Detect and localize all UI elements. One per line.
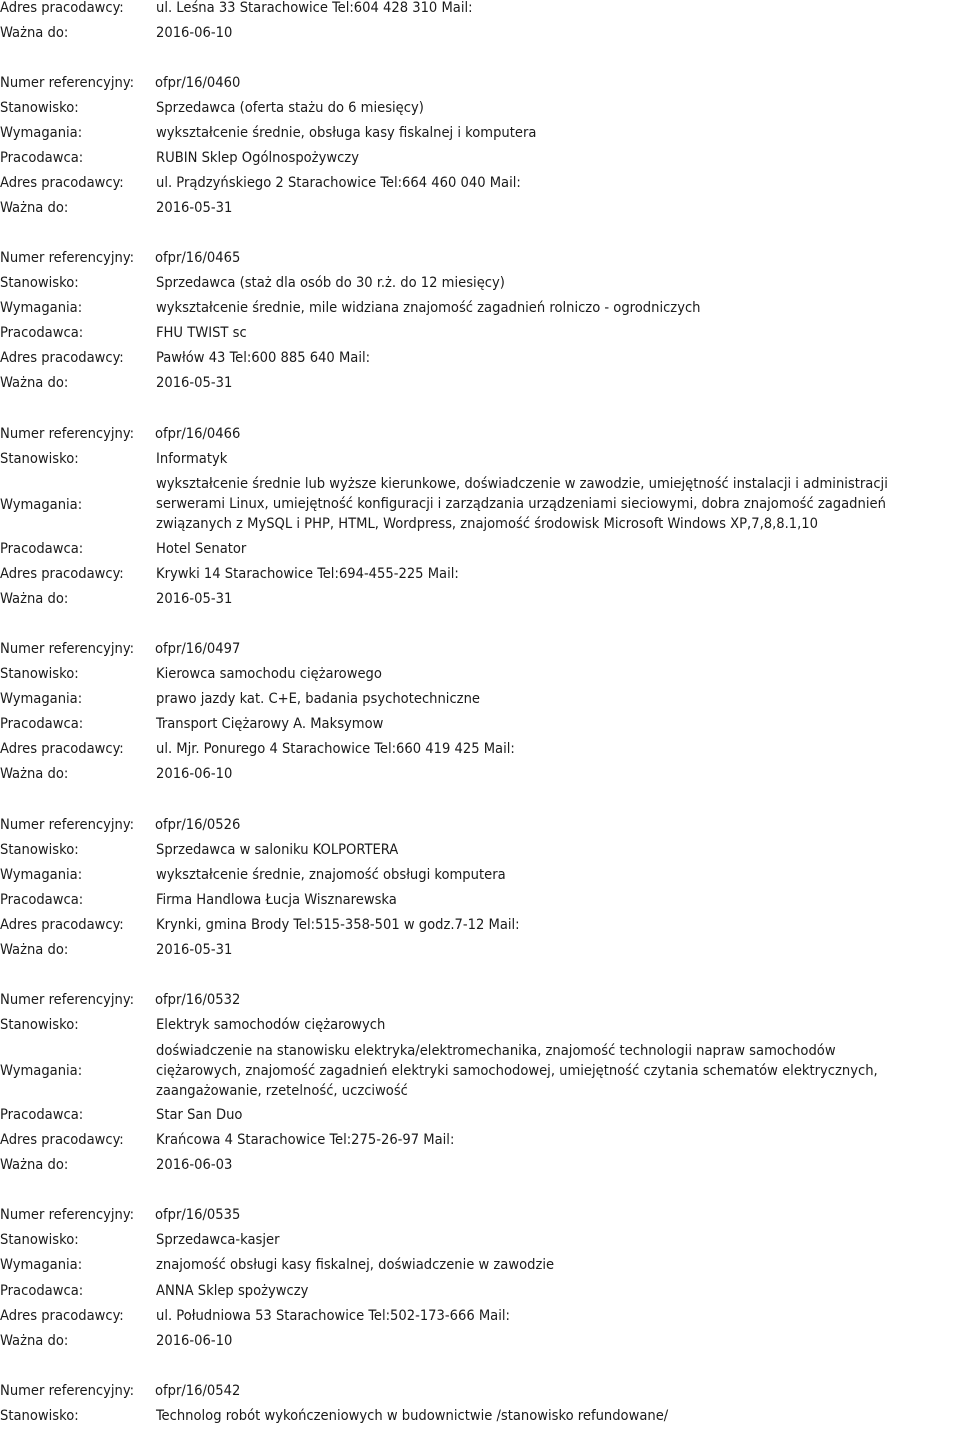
requirements-label: Wymagania: (0, 1062, 83, 1079)
position-label: Stanowisko: (0, 274, 79, 291)
address-value: Krańcowa 4 Starachowice Tel:275-26-97 Mail: (156, 1131, 455, 1148)
position-label: Stanowisko: (0, 1407, 79, 1424)
valid-label: Ważna do: (0, 941, 69, 958)
position-label: Stanowisko: (0, 450, 79, 467)
position-value: Informatyk (156, 450, 228, 467)
requirements-label: Wymagania: (0, 1256, 83, 1273)
address-value: Krywki 14 Starachowice Tel:694-455-225 Mail: (156, 565, 459, 582)
requirements-value: prawo jazdy kat. C+E, badania psychotechniczne (156, 690, 480, 707)
employer-value: RUBIN Sklep Ogólnospożywczy (156, 149, 359, 166)
valid-value: 2016-05-31 (156, 199, 233, 216)
valid-value: 2016-05-31 (156, 941, 233, 958)
employer-value: Star San Duo (156, 1106, 243, 1123)
address-label: Adres pracodawcy: (0, 1307, 124, 1324)
requirements-label: Wymagania: (0, 299, 83, 316)
employer-label: Pracodawca: (0, 324, 84, 341)
employer-value: ANNA Sklep spożywczy (156, 1282, 309, 1299)
valid-label: Ważna do: (0, 199, 69, 216)
requirements-label: Wymagania: (0, 496, 83, 513)
valid-label: Ważna do: (0, 374, 69, 391)
valid-value: 2016-05-31 (156, 374, 233, 391)
ref-label: Numer referencyjny: (0, 425, 134, 442)
employer-label: Pracodawca: (0, 540, 84, 557)
ref-label: Numer referencyjny: (0, 1382, 134, 1399)
valid-value: 2016-05-31 (156, 590, 233, 607)
requirements-label: Wymagania: (0, 124, 83, 141)
employer-value: Hotel Senator (156, 540, 247, 557)
position-value: Sprzedawca (oferta stażu do 6 miesięcy) (156, 99, 424, 116)
employer-label: Pracodawca: (0, 715, 84, 732)
valid-label: Ważna do: (0, 765, 69, 782)
ref-value: ofpr/16/0532 (155, 991, 241, 1008)
requirements-line: wykształcenie średnie lub wyższe kierunkowe, doświadczenie w zawodzie, umiejętność instalacji i administracji (156, 475, 888, 492)
ref-label: Numer referencyjny: (0, 74, 134, 91)
position-label: Stanowisko: (0, 1231, 79, 1248)
address-label: Adres pracodawcy: (0, 565, 124, 582)
employer-value: Firma Handlowa Łucja Wisznarewska (156, 891, 397, 908)
position-label: Stanowisko: (0, 841, 79, 858)
requirements-value: wykształcenie średnie, mile widziana znajomość zagadnień rolniczo - ogrodniczych (156, 299, 701, 316)
valid-label: Ważna do: (0, 1332, 69, 1349)
employer-label: Pracodawca: (0, 1282, 84, 1299)
address-value: ul. Mjr. Ponurego 4 Starachowice Tel:660 419 425 Mail: (156, 740, 515, 757)
ref-label: Numer referencyjny: (0, 1206, 134, 1223)
address-value: ul. Leśna 33 Starachowice Tel:604 428 310 Mail: (156, 0, 473, 16)
ref-value: ofpr/16/0542 (155, 1382, 241, 1399)
ref-label: Numer referencyjny: (0, 991, 134, 1008)
requirements-value: znajomość obsługi kasy fiskalnej, doświadczenie w zawodzie (156, 1256, 555, 1273)
address-value: Krynki, gmina Brody Tel:515-358-501 w godz.7-12 Mail: (156, 916, 520, 933)
valid-label: Ważna do: (0, 24, 69, 41)
address-label: Adres pracodawcy: (0, 740, 124, 757)
requirements-label: Wymagania: (0, 690, 83, 707)
ref-value: ofpr/16/0465 (155, 249, 241, 266)
requirements-row (0, 1041, 960, 1101)
requirements-line: zaangażowanie, rzetelność, uczciwość (156, 1082, 408, 1099)
address-label: Adres pracodawcy: (0, 1131, 124, 1148)
address-label: Adres pracodawcy: (0, 174, 124, 191)
ref-value: ofpr/16/0535 (155, 1206, 241, 1223)
employer-label: Pracodawca: (0, 149, 84, 166)
position-value: Technolog robót wykończeniowych w budownictwie /stanowisko refundowane/ (156, 1407, 669, 1424)
valid-value: 2016-06-03 (156, 1156, 233, 1173)
requirements-value: wykształcenie średnie, znajomość obsługi komputera (156, 866, 506, 883)
requirements-line: związanych z MySQL i PHP, HTML, Wordpress, znajomość środowisk Microsoft Windows XP,7,8,8.1,10 (156, 515, 819, 532)
requirements-value: wykształcenie średnie, obsługa kasy fiskalnej i komputera (156, 124, 537, 141)
position-label: Stanowisko: (0, 99, 79, 116)
ref-value: ofpr/16/0526 (155, 816, 241, 833)
employer-label: Pracodawca: (0, 891, 84, 908)
address-value: ul. Prądzyńskiego 2 Starachowice Tel:664 460 040 Mail: (156, 174, 521, 191)
ref-label: Numer referencyjny: (0, 249, 134, 266)
address-label: Adres pracodawcy: (0, 0, 124, 16)
employer-value: FHU TWIST sc (156, 324, 247, 341)
requirements-row (0, 474, 960, 534)
requirements-line: doświadczenie na stanowisku elektryka/elektromechanika, znajomość technologii napraw samochodów (156, 1042, 836, 1059)
ref-label: Numer referencyjny: (0, 640, 134, 657)
address-value: Pawłów 43 Tel:600 885 640 Mail: (156, 349, 371, 366)
ref-value: ofpr/16/0466 (155, 425, 241, 442)
position-label: Stanowisko: (0, 665, 79, 682)
position-value: Elektryk samochodów ciężarowych (156, 1016, 386, 1033)
ref-label: Numer referencyjny: (0, 816, 134, 833)
requirements-line: serwerami Linux, umiejętność konfiguracji i zarządzania urządzeniami sieciowymi, dobra znajomość zagadnień (156, 495, 886, 512)
position-value: Sprzedawca w saloniku KOLPORTERA (156, 841, 399, 858)
position-value: Sprzedawca (staż dla osób do 30 r.ż. do 12 miesięcy) (156, 274, 505, 291)
requirements-line: ciężarowych, znajomość zagadnień elektryki samochodowej, umiejętność czytania schematów elektrycznych, (156, 1062, 878, 1079)
valid-value: 2016-06-10 (156, 1332, 233, 1349)
valid-label: Ważna do: (0, 590, 69, 607)
requirements-label: Wymagania: (0, 866, 83, 883)
address-label: Adres pracodawcy: (0, 916, 124, 933)
valid-value: 2016-06-10 (156, 765, 233, 782)
valid-value: 2016-06-10 (156, 24, 233, 41)
position-value: Kierowca samochodu ciężarowego (156, 665, 382, 682)
ref-value: ofpr/16/0497 (155, 640, 241, 657)
address-value: ul. Południowa 53 Starachowice Tel:502-173-666 Mail: (156, 1307, 510, 1324)
ref-value: ofpr/16/0460 (155, 74, 241, 91)
valid-label: Ważna do: (0, 1156, 69, 1173)
position-label: Stanowisko: (0, 1016, 79, 1033)
address-label: Adres pracodawcy: (0, 349, 124, 366)
employer-value: Transport Ciężarowy A. Maksymow (156, 715, 384, 732)
position-value: Sprzedawca-kasjer (156, 1231, 280, 1248)
employer-label: Pracodawca: (0, 1106, 84, 1123)
